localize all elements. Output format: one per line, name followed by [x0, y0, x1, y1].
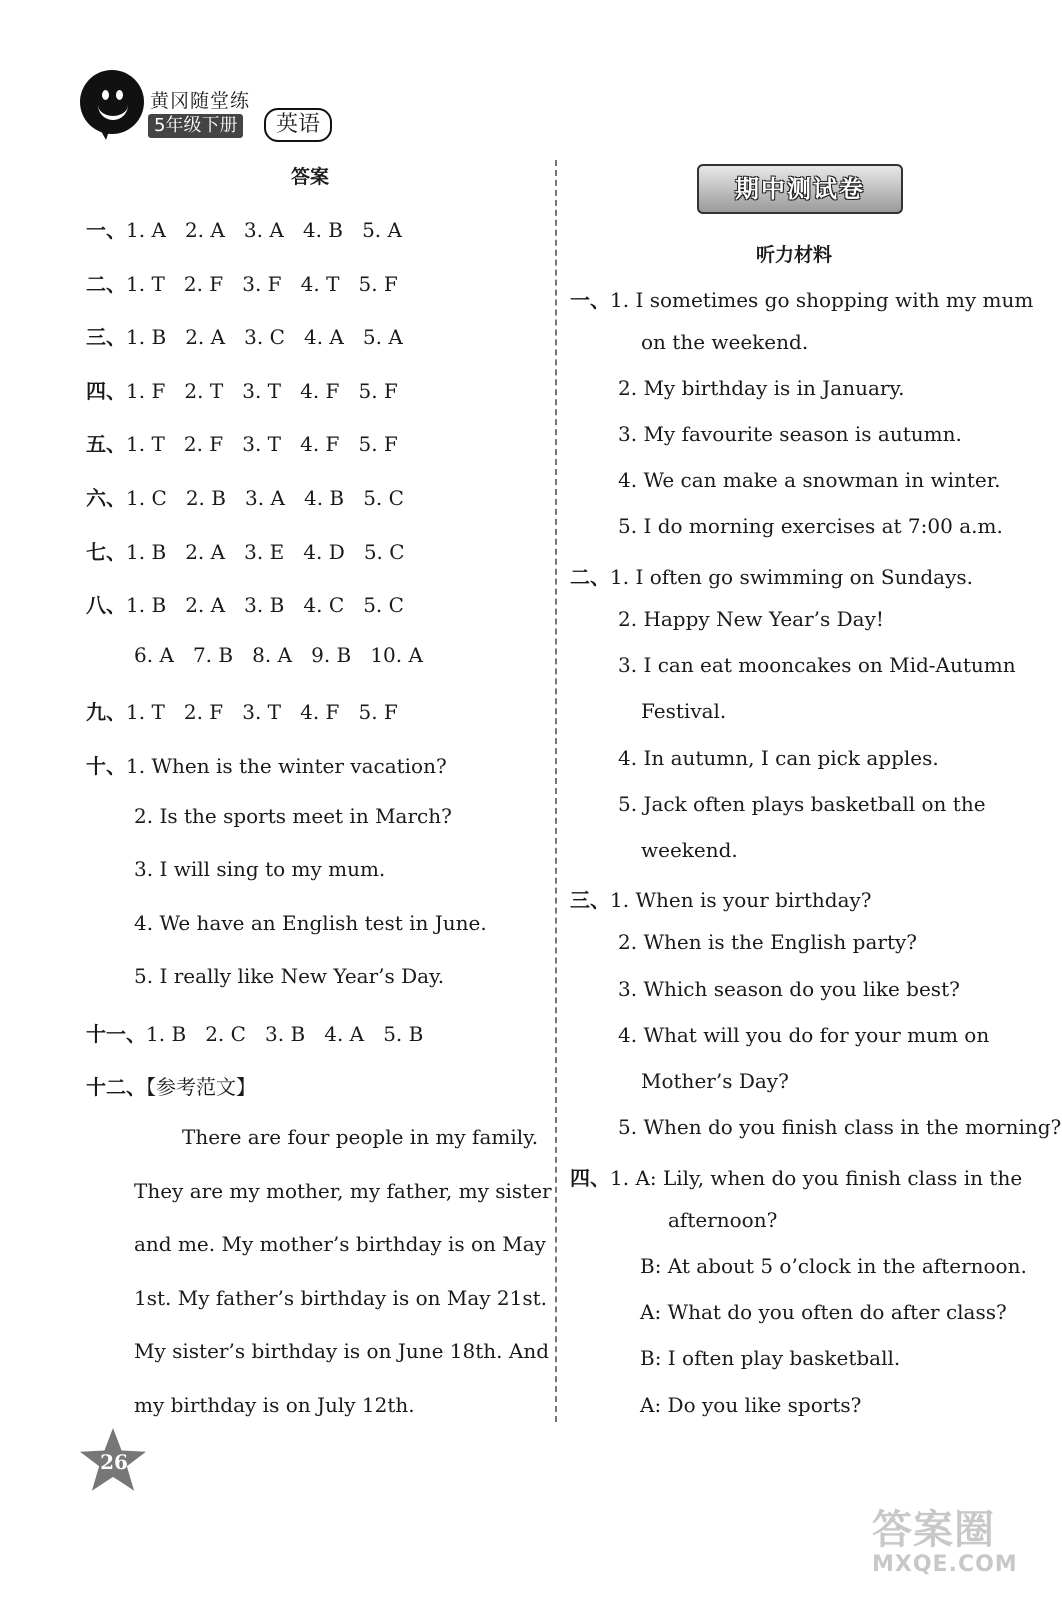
listening-row: 2. When is the English party?	[618, 930, 918, 954]
watermark-logo: 答案圈	[872, 1507, 995, 1553]
answer-row: 六、1. C 2. B 3. A 4. B 5. C	[86, 486, 404, 510]
listening-row: B: At about 5 o’clock in the afternoon.	[640, 1254, 1027, 1278]
listening-row: 5. When do you finish class in the morning?	[618, 1115, 1062, 1139]
answer-row: 5. I really like New Year’s Day.	[134, 964, 445, 988]
listening-row: 2. Happy New Year’s Day!	[618, 607, 884, 631]
answer-row: 4. We have an English test in June.	[134, 911, 487, 935]
listening-material-title: 听力材料	[756, 244, 833, 266]
listening-row: 3. I can eat mooncakes on Mid-Autumn	[618, 653, 1016, 677]
column-divider	[555, 160, 557, 1422]
listening-row: 2. My birthday is in January.	[618, 376, 905, 400]
essay-line: There are four people in my family.	[182, 1125, 539, 1149]
essay-line: 1st. My father’s birthday is on May 21st.	[134, 1286, 548, 1310]
answer-row: 十一、1. B 2. C 3. B 4. A 5. B	[86, 1022, 424, 1046]
listening-row: 3. Which season do you like best?	[618, 977, 960, 1001]
listening-row: A: Do you like sports?	[640, 1393, 862, 1417]
essay-line: and me. My mother’s birthday is on May	[134, 1232, 546, 1256]
brand-title: 黄冈随堂练	[150, 90, 251, 112]
listening-row: on the weekend.	[641, 330, 809, 354]
answer-row: 3. I will sing to my mum.	[134, 857, 386, 881]
listening-row: 5. Jack often plays basketball on the	[618, 792, 986, 816]
page-number: 26	[100, 1450, 128, 1474]
answer-row: 四、1. F 2. T 3. T 4. F 5. F	[86, 379, 398, 403]
grade-label: 5年级下册	[148, 114, 243, 138]
listening-row: 四、1. A: Lily, when do you finish class in the	[570, 1166, 1023, 1190]
answer-row: 三、1. B 2. A 3. C 4. A 5. A	[86, 325, 403, 349]
midterm-test-banner: 期中测试卷	[697, 164, 903, 214]
answer-row: 6. A 7. B 8. A 9. B 10. A	[134, 643, 423, 667]
listening-row: 4. What will you do for your mum on	[618, 1023, 990, 1047]
listening-row: 5. I do morning exercises at 7:00 a.m.	[618, 514, 1003, 538]
answer-row: 八、1. B 2. A 3. B 4. C 5. C	[86, 593, 404, 617]
listening-row: 二、1. I often go swimming on Sundays.	[570, 565, 973, 589]
listening-row: B: I often play basketball.	[640, 1346, 901, 1370]
listening-row: Festival.	[641, 699, 727, 723]
listening-row: A: What do you often do after class?	[640, 1300, 1007, 1324]
listening-row: 三、1. When is your birthday?	[570, 888, 872, 912]
listening-row: 4. We can make a snowman in winter.	[618, 468, 1001, 492]
answer-row: 二、1. T 2. F 3. F 4. T 5. F	[86, 272, 398, 296]
essay-line: My sister’s birthday is on June 18th. And	[134, 1339, 550, 1363]
answer-row: 九、1. T 2. F 3. T 4. F 5. F	[86, 700, 398, 724]
listening-row: 4. In autumn, I can pick apples.	[618, 746, 939, 770]
listening-row: 一、1. I sometimes go shopping with my mum	[570, 288, 1034, 312]
answer-row: 五、1. T 2. F 3. T 4. F 5. F	[86, 432, 398, 456]
watermark-url: MXQE.COM	[872, 1552, 1018, 1577]
listening-row: afternoon?	[668, 1208, 778, 1232]
essay-line: my birthday is on July 12th.	[134, 1393, 415, 1417]
essay-line: They are my mother, my father, my sister	[134, 1179, 552, 1203]
answer-row: 十、1. When is the winter vacation?	[86, 754, 447, 778]
answers-title: 答案	[291, 166, 330, 188]
listening-row: weekend.	[641, 838, 738, 862]
answer-row: 2. Is the sports meet in March?	[134, 804, 452, 828]
listening-row: 3. My favourite season is autumn.	[618, 422, 962, 446]
speech-bubble-tail-icon	[96, 122, 112, 140]
answer-row: 一、1. A 2. A 3. A 4. B 5. A	[86, 218, 402, 242]
smiley-logo-icon	[80, 70, 144, 134]
listening-row: Mother’s Day?	[641, 1069, 789, 1093]
subject-label: 英语	[264, 108, 332, 142]
answer-row: 七、1. B 2. A 3. E 4. D 5. C	[86, 540, 405, 564]
answer-row: 十二、【参考范文】	[86, 1075, 256, 1099]
